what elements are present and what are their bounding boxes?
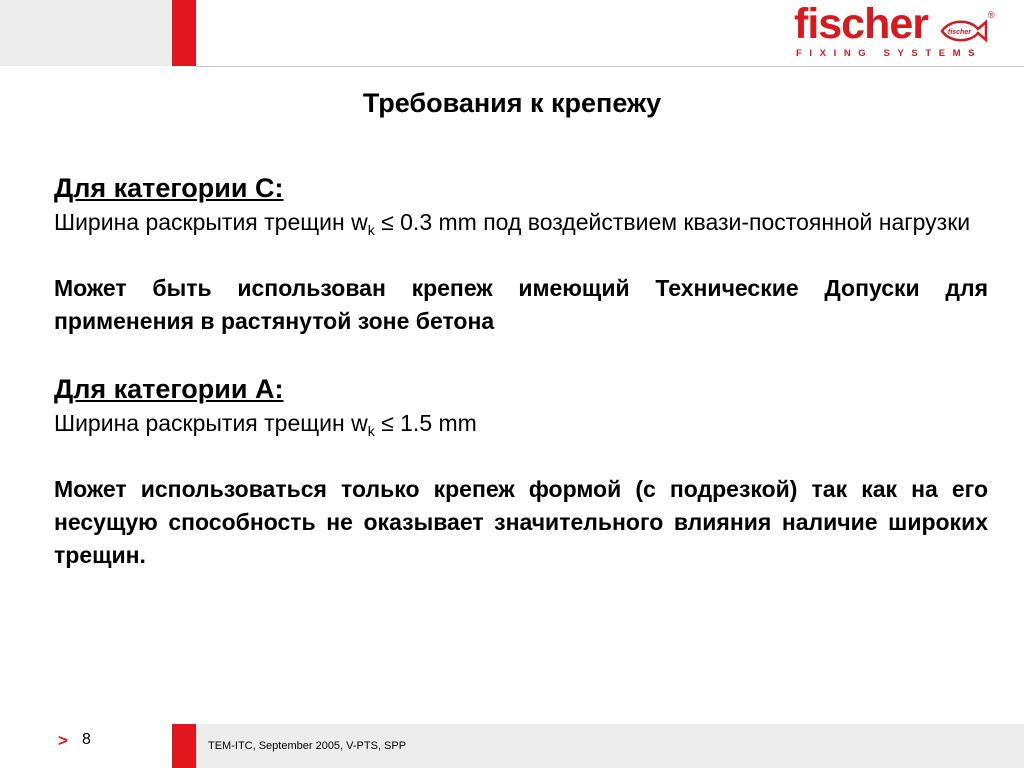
category-a-heading: Для категории A: (54, 374, 284, 404)
slide-content (54, 170, 988, 572)
category-c-crack-width (54, 206, 988, 239)
logo-tagline: FIXING SYSTEMS (796, 48, 983, 59)
header-red-band (172, 0, 196, 66)
registered-mark: ® (988, 10, 995, 20)
fish-icon (940, 16, 988, 46)
category-c-line-prefix: Ширина раскрытия трещин w (54, 209, 368, 235)
category-a-line-suffix: ≤ 1.5 mm (374, 410, 477, 436)
slide-title: Требования к крепежу (362, 88, 662, 118)
header-divider (196, 66, 1024, 67)
category-a-note: Может использоваться только крепеж формой (с подрезкой) так как на его несущую способность не оказывает значительного влияния наличие широких трещин. (54, 476, 988, 568)
category-c-subscript: k (367, 222, 375, 238)
footer-arrow-icon: > (58, 731, 68, 750)
category-c-line-suffix: ≤ 0.3 mm под воздействием квази-постоянной нагрузки (374, 209, 971, 235)
category-c-heading: Для категории C: (54, 173, 284, 203)
category-a-line-prefix: Ширина раскрытия трещин w (54, 410, 368, 436)
footer-text: TEM-ITC, September 2005, V-PTS, SPP (208, 740, 407, 752)
category-c-note: Может быть использован крепеж имеющий Технические Допуски для применения в растянутой зоне бетона (54, 275, 988, 334)
fish-icon-text: fischer (948, 29, 971, 36)
page-number: 8 (82, 731, 91, 748)
category-a-crack-width (54, 407, 988, 440)
fischer-logo (794, 0, 1006, 62)
category-a-subscript: k (367, 423, 375, 439)
footer-red-band (172, 724, 196, 768)
header-gray-band (0, 0, 172, 66)
logo-wordmark: fischer (794, 0, 929, 48)
